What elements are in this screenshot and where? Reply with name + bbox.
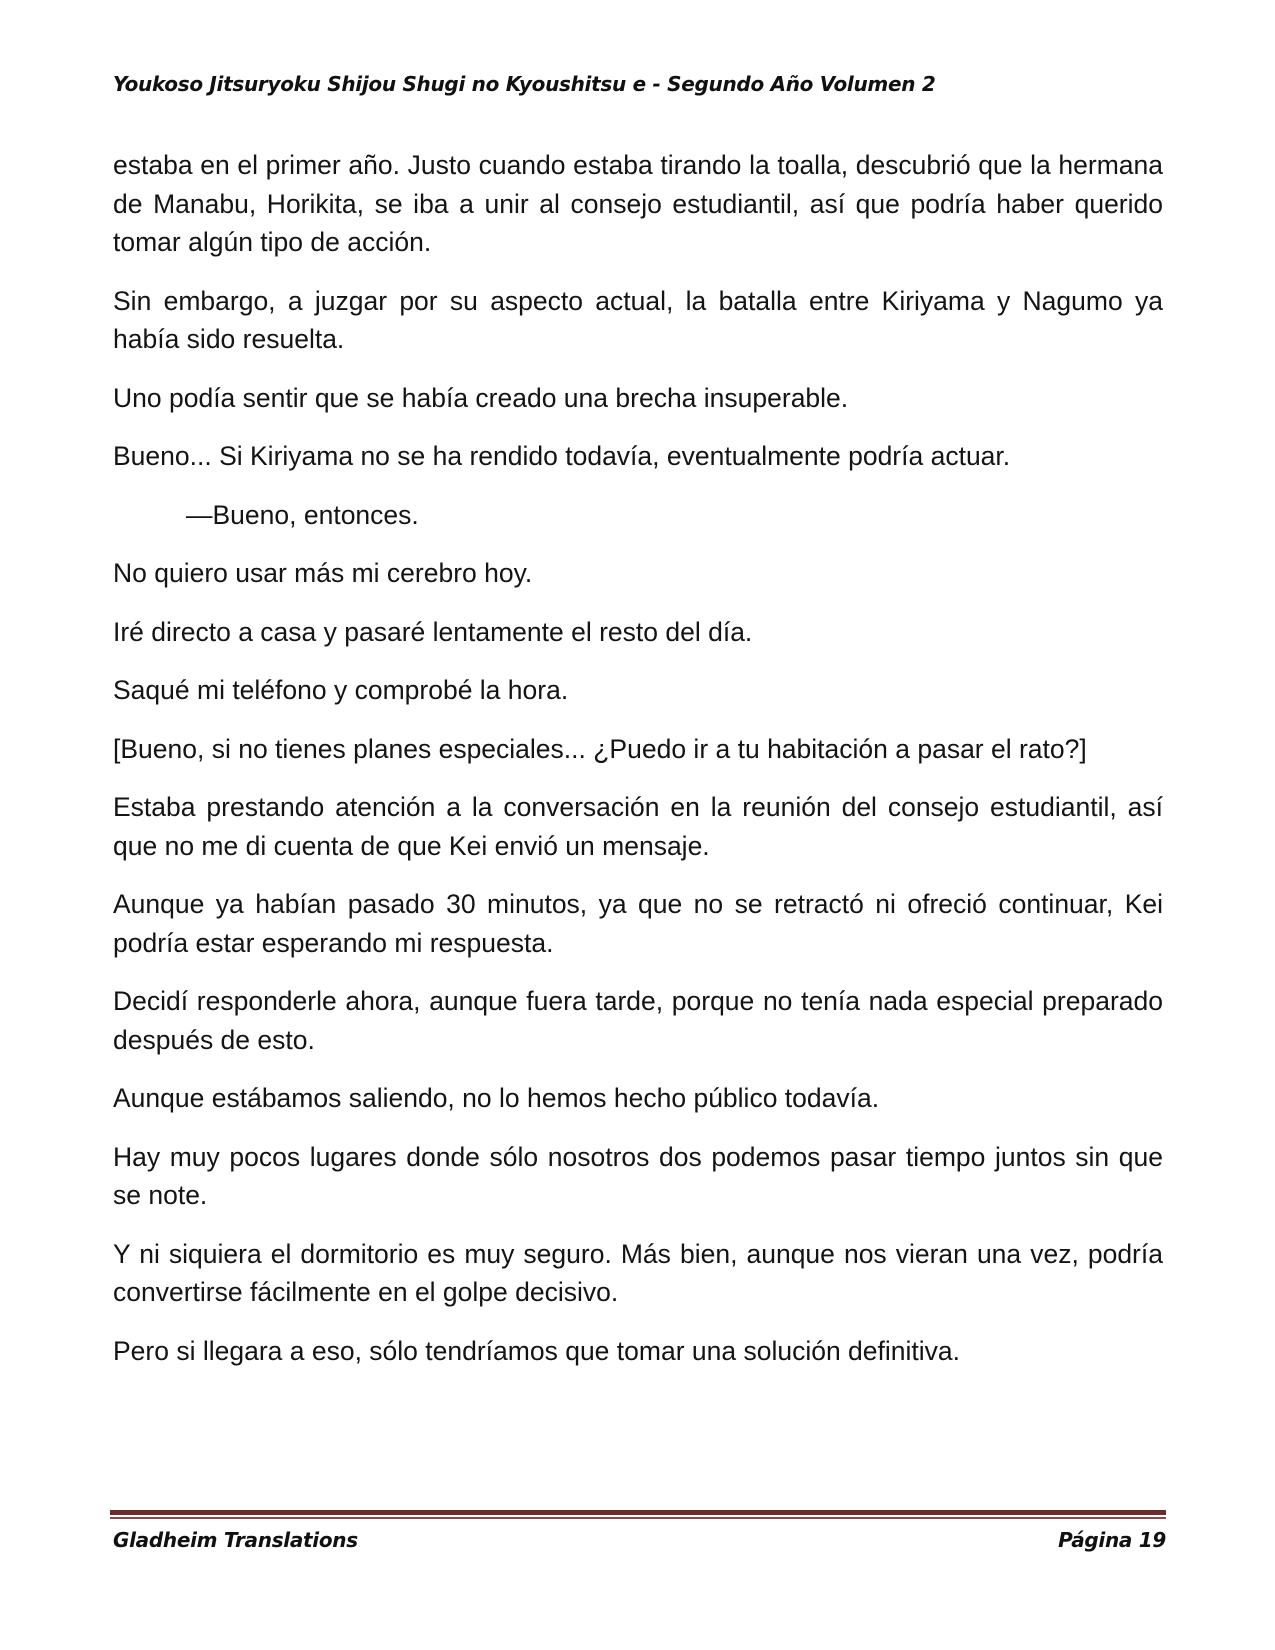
footer-divider-thin bbox=[110, 1517, 1166, 1519]
page-footer bbox=[113, 1528, 1166, 1552]
paragraph: estaba en el primer año. Justo cuando estaba tirando la toalla, descubrió que la hermana de Manabu, Horikita, se iba a unir al consejo estudiantil, así que podría haber querido tomar algún tipo de acción. bbox=[113, 150, 1163, 257]
running-header: Youkoso Jitsuryoku Shijou Shugi no Kyoushitsu e - Segundo Año Volumen 2 bbox=[113, 72, 936, 96]
paragraph: Uno podía sentir que se había creado una brecha insuperable. bbox=[113, 382, 849, 413]
footer-page-number: Página 19 bbox=[1058, 1528, 1166, 1552]
footer-translator: Gladheim Translations bbox=[113, 1528, 358, 1552]
paragraph: Hay muy pocos lugares donde sólo nosotros dos podemos pasar tiempo juntos sin que se note. bbox=[113, 1141, 1163, 1210]
page-body bbox=[113, 146, 1163, 1390]
paragraph: Decidí responderle ahora, aunque fuera tarde, porque no tenía nada especial preparado después de esto. bbox=[113, 986, 1163, 1055]
footer-divider-thick bbox=[110, 1510, 1166, 1515]
paragraph: Sin embargo, a juzgar por su aspecto actual, la batalla entre Kiriyama y Nagumo ya había sido resuelta. bbox=[113, 285, 1163, 354]
paragraph: Y ni siquiera el dormitorio es muy seguro. Más bien, aunque nos vieran una vez, podría convertirse fácilmente en el golpe decisivo. bbox=[113, 1238, 1163, 1307]
paragraph: Pero si llegara a eso, sólo tendríamos que tomar una solución definitiva. bbox=[113, 1335, 961, 1366]
paragraph: Estaba prestando atención a la conversación en la reunión del consejo estudiantil, así que no me di cuenta de que Kei envió un mensaje. bbox=[113, 792, 1163, 861]
paragraph: Iré directo a casa y pasaré lentamente el resto del día. bbox=[113, 616, 753, 647]
paragraph: Aunque estábamos saliendo, no lo hemos hecho público todavía. bbox=[113, 1083, 880, 1113]
paragraph: Saqué mi teléfono y comprobé la hora. bbox=[113, 675, 569, 705]
footer-divider bbox=[110, 1510, 1166, 1519]
paragraph-message: [Bueno, si no tienes planes especiales... ¿Puedo ir a tu habitación a pasar el rato?] bbox=[113, 733, 1087, 764]
paragraph: Bueno... Si Kiriyama no se ha rendido todavía, eventualmente podría actuar. bbox=[113, 441, 1011, 471]
paragraph: Aunque ya habían pasado 30 minutos, ya que no se retractó ni ofreció continuar, Kei podría estar esperando mi respuesta. bbox=[113, 889, 1163, 958]
paragraph: No quiero usar más mi cerebro hoy. bbox=[113, 558, 533, 588]
paragraph-dialogue: —Bueno, entonces. bbox=[186, 499, 419, 530]
